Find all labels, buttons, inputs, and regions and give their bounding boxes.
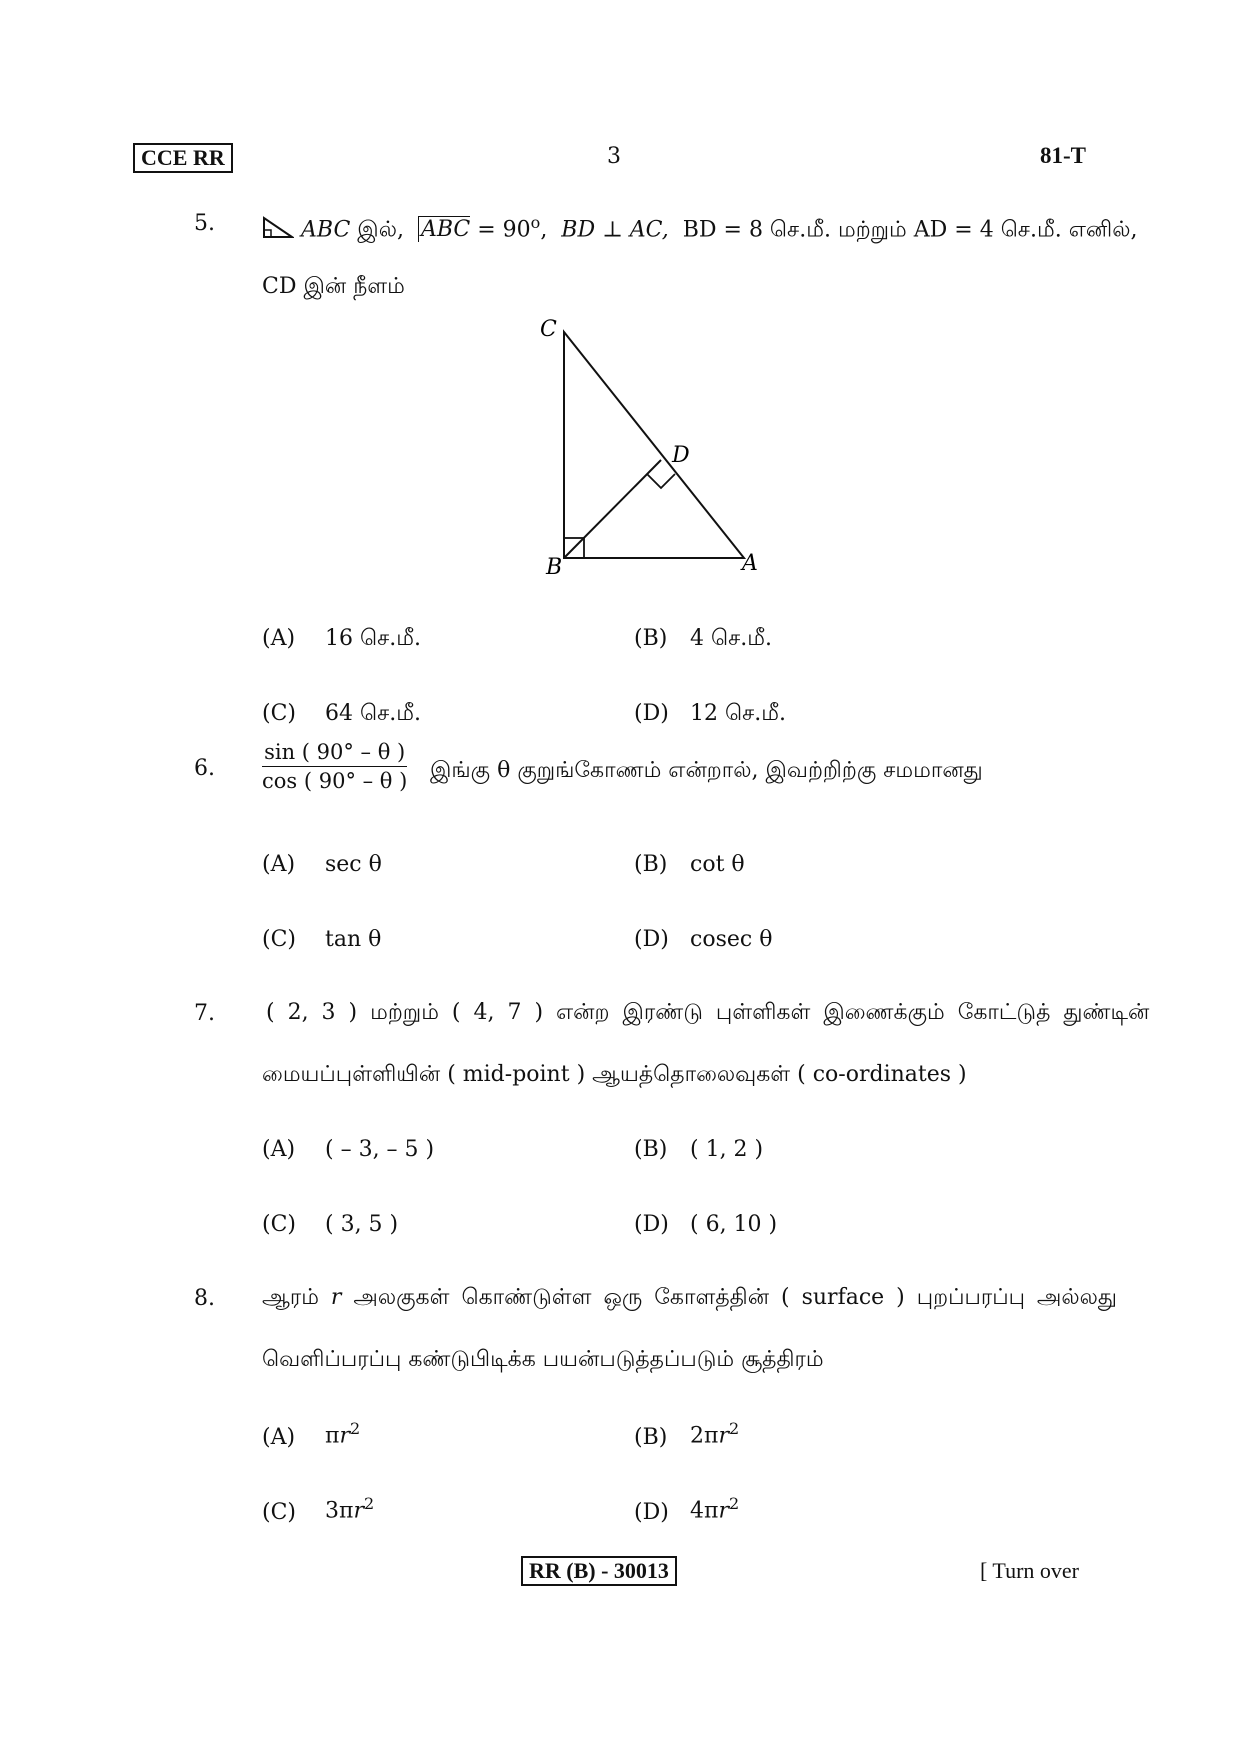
q5-triangle-name: ABC xyxy=(301,217,351,243)
figure-label-c: C xyxy=(540,317,557,342)
q6-text: இங்கு θ குறுங்கோணம் என்றால், இவற்றிற்கு சமமானது xyxy=(430,758,983,783)
q5-option-a-label: (A) xyxy=(262,626,296,651)
q6-number: 6. xyxy=(194,756,215,781)
q6-option-c-label: (C) xyxy=(262,927,296,952)
q8-line1-a: ஆரம் xyxy=(262,1285,319,1310)
turn-over-note: [ Turn over xyxy=(980,1558,1080,1583)
q8-number: 8. xyxy=(194,1286,215,1311)
q6-option-d-value: cosec θ xyxy=(690,927,773,952)
q7-option-b-label: (B) xyxy=(634,1137,668,1162)
q7-option-d-label: (D) xyxy=(634,1212,669,1237)
q5-option-a-value: 16 செ.மீ. xyxy=(325,626,422,651)
q5-text-il: இல், xyxy=(357,217,404,243)
q5-eq1: = 90 xyxy=(477,217,531,243)
q6-option-b-label: (B) xyxy=(634,852,668,877)
q5-option-b-value: 4 செ.மீ. xyxy=(690,626,773,651)
q6-option-c-value: tan θ xyxy=(325,927,382,952)
q5-line2: CD இன் நீளம் xyxy=(262,274,405,299)
q8-option-d-value: $4\pi r^2$ xyxy=(690,1494,740,1524)
footer-code: RR (B) - 30013 xyxy=(521,1556,677,1586)
q8-option-b-value: $2\pi r^2$ xyxy=(690,1419,740,1449)
q8-option-a-label: (A) xyxy=(262,1425,296,1450)
q6-option-b-value: cot θ xyxy=(690,852,745,877)
q7-line2: மையப்புள்ளியின் ( mid-point ) ஆயத்தொலைவுகள் ( co-ordinates ) xyxy=(262,1062,967,1087)
q5-angle-label: ABC xyxy=(418,216,470,242)
q8-line1 xyxy=(262,1283,1117,1313)
q7-number: 7. xyxy=(194,1001,215,1026)
q8-line1-b: அலகுகள் கொண்டுள்ள ஒரு கோளத்தின் ( surface ) புறப்பரப்பு அல்லது xyxy=(353,1285,1117,1310)
page-number: 3 xyxy=(607,144,621,169)
q5-option-d-label: (D) xyxy=(634,701,669,726)
q7-option-b-value: ( 1, 2 ) xyxy=(690,1137,764,1162)
q6-numerator: sin ( 90° – θ ) xyxy=(262,740,407,767)
q7-option-d-value: ( 6, 10 ) xyxy=(690,1212,778,1237)
q6-option-a-value: sec θ xyxy=(325,852,382,877)
q5-triangle-figure xyxy=(530,310,770,580)
q6-expression xyxy=(262,740,407,793)
header-left-code: CCE RR xyxy=(133,143,233,173)
q7-option-c-label: (C) xyxy=(262,1212,296,1237)
q5-option-c-value: 64 செ.மீ. xyxy=(325,701,422,726)
q8-option-d-label: (D) xyxy=(634,1500,669,1525)
q7-option-a-value: ( – 3, – 5 ) xyxy=(325,1137,435,1162)
q5-bd-eq: BD = 8 செ.மீ. மற்றும் AD = 4 செ.மீ. எனில், xyxy=(682,217,1138,243)
q8-option-c-label: (C) xyxy=(262,1500,296,1525)
q6-fraction xyxy=(262,740,407,793)
q8-line2: வெளிப்பரப்பு கண்டுபிடிக்க பயன்படுத்தப்படும் சூத்திரம் xyxy=(262,1347,824,1372)
q8-option-c-value: $3\pi r^2$ xyxy=(325,1494,375,1524)
figure-label-a: A xyxy=(742,551,758,576)
q5-bd-perp-ac: BD ⊥ AC, xyxy=(561,217,669,243)
q7-option-c-value: ( 3, 5 ) xyxy=(325,1212,399,1237)
q5-number: 5. xyxy=(194,211,215,236)
q5-option-d-value: 12 செ.மீ. xyxy=(690,701,787,726)
q5-option-b-label: (B) xyxy=(634,626,668,651)
q5-degree: o xyxy=(530,213,541,232)
header-right-code: 81-T xyxy=(1040,143,1086,168)
q6-option-a-label: (A) xyxy=(262,852,296,877)
q5-line1: ABC இல், ABC = $90^o$, BD ⊥ AC, BD = 8 செ.மீ. மற்றும் AD = 4 செ.மீ. எனில், xyxy=(262,208,1137,245)
figure-label-b: B xyxy=(546,555,563,580)
q6-denominator: cos ( 90° – θ ) xyxy=(262,769,408,793)
q6-option-d-label: (D) xyxy=(634,927,669,952)
q8-line1-r: r xyxy=(330,1285,342,1310)
q7-option-a-label: (A) xyxy=(262,1137,296,1162)
q7-line1: ( 2, 3 ) மற்றும் ( 4, 7 ) என்ற இரண்டு புள்ளிகள் இணைக்கும் கோட்டுத் துண்டின் xyxy=(266,1000,1150,1025)
figure-label-d: D xyxy=(672,443,690,468)
q8-option-b-label: (B) xyxy=(634,1425,668,1450)
q8-option-a-value: $\pi r^2$ xyxy=(325,1419,361,1449)
q5-option-c-label: (C) xyxy=(262,701,296,726)
right-triangle-icon xyxy=(262,215,294,239)
